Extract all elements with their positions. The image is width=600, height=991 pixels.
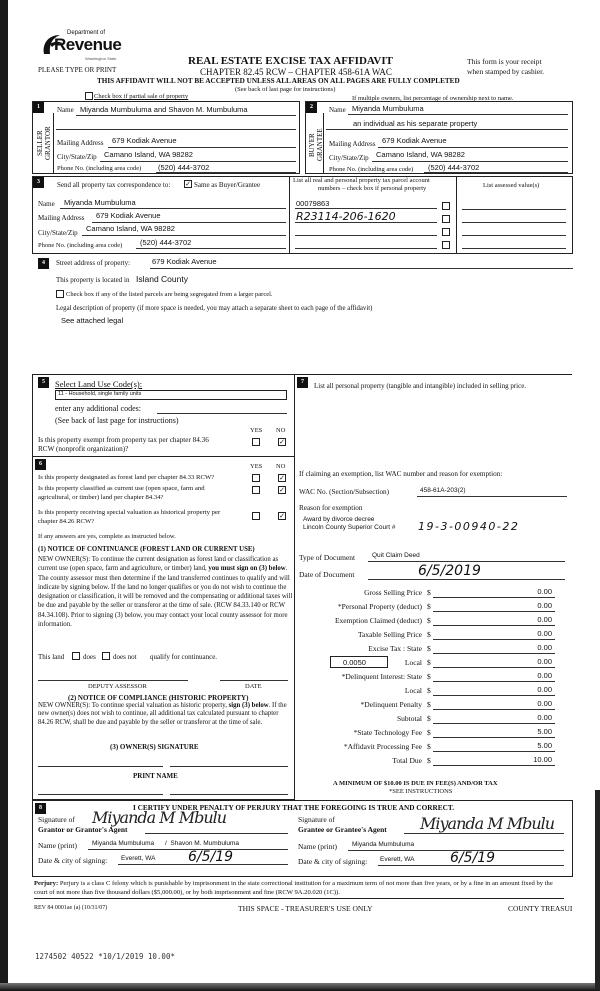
seller-side-label	[36, 118, 52, 168]
section-7-number: 7	[297, 377, 308, 388]
grantor-date-field[interactable]: 6/5/19	[188, 849, 234, 865]
parcel-line-2	[295, 222, 437, 223]
buyer-name-label: Name	[329, 106, 346, 114]
currency-symbol: $	[427, 742, 431, 751]
currency-symbol: $	[427, 700, 431, 709]
deputy-assessor-label: DEPUTY ASSESSOR	[88, 683, 147, 690]
parcels-header-2: numbers – check box if personal property	[318, 185, 427, 192]
does-checkbox[interactable]	[72, 652, 80, 660]
currency-symbol: $	[427, 588, 431, 597]
doc-type-field[interactable]: Quit Claim Deed	[372, 552, 420, 559]
street-address-line	[150, 268, 573, 269]
taxable-selling-price-label: Taxable Selling Price	[357, 630, 422, 639]
buyer-city-label: City/State/Zip	[329, 154, 369, 162]
located-in-field[interactable]: Island County	[136, 274, 188, 284]
reason-line-2[interactable]: Lincoln County Superior Court #	[303, 524, 396, 531]
corr-name-label: Name	[38, 200, 55, 208]
seller-phone-label: Phone No. (including area code)	[57, 165, 142, 172]
currency-symbol: $	[427, 616, 431, 625]
legal-description-field[interactable]: See attached legal	[61, 316, 124, 325]
corr-name-line	[60, 208, 286, 209]
notice-1-bold: you must sign on (3) below	[208, 565, 286, 573]
grantor-signature-label-2: Grantor or Grantor's Agent	[38, 825, 128, 834]
parcel-line-1	[295, 208, 437, 209]
print-name-label: PRINT NAME	[133, 772, 178, 780]
notice-1-text-b: . The county assessor must then determine if the land transferred continues to qualify and will indicate by signing below. If the land no longer qualifies or you do not wish to continue the designation or classification, it will be removed and the compensating or additional taxes will be due and payable by the seller or transferor at the time of sale. (RCW 84.33.140 or RCW 84.34.108). Prior to signing (3) below, you may contact your local county assessor for more information.	[38, 565, 293, 629]
section-1-number: 1	[33, 102, 44, 113]
buyer-address-line	[378, 147, 568, 148]
notice-1-title: (1) NOTICE OF CONTINUANCE (FOREST LAND OR CURRENT USE)	[38, 546, 255, 553]
does-label: does	[83, 653, 96, 661]
legal-description-label: Legal description of property (if more space is needed, you may attach a separate sheet to each page of the affidavit)	[56, 305, 373, 312]
forest-question: Is this property designated as forest land per chapter 84.33 RCW?	[38, 474, 215, 481]
instructions-note: (See back of last page for instructions)	[235, 86, 336, 93]
grantee-name-label: Name (print)	[298, 842, 337, 851]
currency-symbol: $	[427, 602, 431, 611]
county-treasurer-label: COUNTY TREASUI	[508, 904, 573, 913]
gross-selling-price-label: Gross Selling Price	[364, 588, 422, 597]
current-use-no-checkbox[interactable]: ✓	[279, 486, 285, 494]
parcels-header-1: List all real and personal property tax parcel account	[293, 177, 430, 184]
doc-date-field[interactable]: 6/5/2019	[418, 563, 481, 579]
section-3-divider-2	[456, 176, 457, 254]
grantor-label: GRANTOR	[44, 126, 52, 160]
grantor-signature[interactable]: Miyanda M Mbulu	[92, 808, 227, 827]
currency-symbol: $	[427, 644, 431, 653]
seller-address-label: Mailing Address	[57, 139, 104, 147]
delinquent-interest-local-label: Local	[404, 686, 422, 695]
certify-statement: I CERTIFY UNDER PENALTY OF PERJURY THAT THE FOREGOING IS TRUE AND CORRECT.	[133, 803, 455, 812]
excise-tax-local-field[interactable]: 0.00	[537, 657, 552, 666]
grantee-label: GRANTEE	[316, 128, 324, 162]
buyer-label: BUYER	[308, 133, 316, 157]
sec6-no-header: NO	[276, 463, 286, 470]
print-name-line-right[interactable]	[170, 794, 288, 795]
owner-signature-line-right[interactable]	[170, 766, 288, 767]
notice-1-text-a: NEW OWNER(S): To continue the current designation as forest land or classification as current use (open space, farm and agriculture, or timber) land,	[38, 556, 279, 573]
wac-line	[417, 496, 567, 497]
current-use-yes-checkbox[interactable]	[252, 486, 260, 494]
affidavit-processing-fee-field[interactable]: 5.00	[537, 741, 552, 750]
partial-sale-checkbox[interactable]	[85, 92, 93, 100]
total-due-field[interactable]: 10.00	[533, 755, 552, 764]
grantee-signature-line	[404, 833, 564, 834]
please-type-text: PLEASE TYPE OR PRINT	[38, 66, 117, 74]
notice-2-text-a: NEW OWNER(S): To continue special valuation as historic property,	[38, 702, 229, 709]
grantor-name-field[interactable]: Miyanda Mumbuluma / Shavon M. Mumbuluma	[92, 840, 240, 847]
assessed-line-3	[462, 235, 566, 236]
total-due-label: Total Due	[392, 756, 422, 765]
deputy-assessor-line[interactable]	[38, 680, 188, 681]
currency-symbol: $	[427, 686, 431, 695]
street-address-label: Street address of property:	[56, 259, 131, 267]
same-as-buyer-label: Same as Buyer/Grantee	[194, 181, 261, 189]
seller-city-label: City/State/Zip	[57, 153, 97, 161]
notice-2-bold: sign (3) below	[228, 702, 269, 709]
section-6-divider	[32, 456, 295, 457]
sec6-yes-header: YES	[250, 463, 263, 470]
corr-address-line	[92, 222, 286, 223]
corr-name-field[interactable]: Miyanda Mumbuluma	[64, 198, 136, 207]
does-not-checkbox[interactable]	[102, 652, 110, 660]
buyer-address-label: Mailing Address	[329, 140, 376, 148]
seller-city-field[interactable]: Camano Island, WA 98282	[104, 150, 193, 159]
scan-edge-right	[595, 790, 600, 990]
buyer-phone-label: Phone No. (including area code)	[329, 166, 414, 173]
corr-address-label: Mailing Address	[38, 214, 85, 222]
assessor-date-label: DATE	[245, 683, 262, 690]
print-name-line-left[interactable]	[38, 794, 163, 795]
treasurer-stamp: 1274502 40522 *10/1/2019 10.00*	[35, 952, 175, 961]
buyer-city-field[interactable]: Camano Island, WA 98282	[376, 150, 465, 159]
segregated-label: Check box if any of the listed parcels are being segregated from a larger parcel.	[66, 291, 273, 298]
parcel-personal-checkbox-1[interactable]	[442, 202, 450, 210]
exempt-no-checkbox[interactable]: ✓	[279, 438, 285, 446]
state-technology-fee-field[interactable]: 5.00	[537, 727, 552, 736]
parcel-personal-checkbox-3[interactable]	[442, 228, 450, 236]
assessed-line-2	[462, 222, 566, 223]
grantor-city-field[interactable]: Everett, WA	[121, 855, 156, 862]
currency-symbol: $	[427, 756, 431, 765]
notice-2-text-b: . If the new owner(s) does not wish to continue, all additional tax calculated pursuant to chapter 84.26 RCW, shall be due and payable by the seller or transferor at the time of sale.	[38, 702, 287, 726]
currency-symbol: $	[427, 672, 431, 681]
currency-symbol: $	[427, 630, 431, 639]
seller-label: SELLER	[36, 130, 44, 156]
corr-phone-label: Phone No. (including area code)	[38, 242, 123, 249]
currency-symbol: $	[427, 728, 431, 737]
seller-name-line-2	[56, 129, 296, 130]
parcel-line-4	[295, 248, 437, 249]
corr-city-field[interactable]: Camano Island, WA 98282	[86, 224, 175, 233]
land-use-label: Select Land Use Code(s):	[55, 379, 143, 389]
segregated-checkbox[interactable]	[56, 290, 64, 298]
land-use-instructions: (See back of last page for instructions)	[55, 416, 179, 425]
buyer-name-line-2	[326, 129, 568, 130]
parcel-line-3	[295, 235, 437, 236]
receipt-note-1: This form is your receipt	[467, 57, 542, 66]
excise-tax-state-label: Excise Tax : State	[368, 644, 422, 653]
grantor-name-label: Name (print)	[38, 841, 77, 850]
receipt-note-2: when stamped by cashier.	[467, 67, 545, 76]
grantee-signature-label-1: Signature of	[298, 815, 335, 824]
forest-no-checkbox[interactable]: ✓	[279, 474, 285, 482]
exemption-label: If claiming an exemption, list WAC number and reason for exemption:	[299, 470, 503, 478]
treasurer-use-label: THIS SPACE - TREASURER'S USE ONLY	[238, 904, 373, 913]
seller-phone-field[interactable]: (520) 444-3702	[158, 163, 210, 172]
seller-phone-line	[156, 172, 296, 173]
delinquent-interest-local-field[interactable]: 0.00	[537, 685, 552, 694]
minimum-due-note: A MINIMUM OF $10.00 IS DUE IN FEE(S) AND/OR TAX	[333, 780, 498, 787]
partial-sale-label: Check box if partial sale of property	[94, 93, 189, 100]
buyer-name-line	[348, 114, 568, 115]
owner-signature-label: (3) OWNER(S) SIGNATURE	[110, 743, 199, 751]
scan-edge-left	[0, 0, 8, 991]
grantor-signature-label-1: Signature of	[38, 815, 75, 824]
exempt-question: Is this property exempt from property tax per chapter 84.36 RCW (nonprofit organization)?	[38, 436, 209, 453]
doc-type-label: Type of Document	[299, 553, 356, 562]
grantee-name-field[interactable]: Miyanda Mumbuluma	[352, 841, 415, 848]
section-3-divider-1	[289, 176, 290, 254]
doc-date-label: Date of Document	[299, 570, 355, 579]
historic-no-checkbox[interactable]: ✓	[279, 512, 285, 520]
exemption-claimed-field[interactable]: 0.00	[537, 615, 552, 624]
grantee-city-field[interactable]: Everett, WA	[380, 856, 415, 863]
see-instructions-note: *SEE INSTRUCTIONS	[389, 788, 453, 795]
parcel-number-2[interactable]: R23114-206-1620	[296, 210, 396, 223]
this-land-label: This land	[38, 653, 65, 661]
corr-phone-line	[136, 248, 286, 249]
current-use-question: Is this property classified as current use (open space, farm and agricultural, or timber) land per chapter 84.34?	[38, 485, 205, 501]
exempt-yes-checkbox[interactable]	[252, 438, 260, 446]
grantee-date-label: Date & city of signing:	[298, 857, 368, 866]
buyer-phone-field[interactable]: (520) 444-3702	[428, 163, 480, 172]
section-4-number: 4	[38, 258, 49, 269]
doc-date-line	[368, 579, 565, 580]
exemption-claimed-label: Exemption Claimed (deduct)	[334, 616, 422, 625]
subtotal-label: Subtotal	[396, 714, 422, 723]
historic-question: Is this property receiving special valuation as historical property per chapter 84.26 RCW?	[38, 509, 221, 525]
grantee-signature[interactable]: Miyanda M Mbulu	[420, 814, 555, 833]
warning-text: THIS AFFIDAVIT WILL NOT BE ACCEPTED UNLESS ALL AREAS ON ALL PAGES ARE FULLY COMPLETED	[97, 77, 460, 85]
excise-tax-local-label: Local	[404, 658, 422, 667]
revenue-logo	[40, 30, 125, 66]
rev-number: REV 84 0001ae (a) (10/31/07)	[34, 905, 108, 911]
section-6-number: 6	[35, 459, 46, 470]
qualify-label: qualify for continuance.	[150, 653, 218, 661]
taxable-selling-price-field[interactable]: 0.00	[537, 629, 552, 638]
street-address-field[interactable]: 679 Kodiak Avenue	[152, 257, 217, 266]
additional-codes-line[interactable]	[157, 413, 287, 414]
logo-sub-text: Washington State	[85, 56, 117, 61]
personal-property-label: List all personal property (tangible and intangible) included in selling price.	[314, 382, 527, 390]
seller-name-label: Name	[57, 106, 74, 114]
delinquent-penalty-label: *Delinquent Penalty	[360, 700, 422, 709]
sec5-no-header: NO	[276, 427, 286, 434]
logo-main-text: Revenue	[54, 35, 122, 54]
notice-2-title: (2) NOTICE OF COMPLIANCE (HISTORIC PROPERTY)	[68, 694, 249, 702]
grantor-signature-line	[145, 833, 288, 834]
seller-city-line	[100, 161, 296, 162]
buyer-address-field[interactable]: 679 Kodiak Avenue	[382, 136, 447, 145]
section-2-number: 2	[306, 102, 317, 113]
currency-symbol: $	[427, 658, 431, 667]
parcel-personal-checkbox-2[interactable]	[442, 215, 450, 223]
notice-1-text	[38, 555, 293, 629]
assessed-line-4	[462, 248, 566, 249]
seller-name-field[interactable]: Miyanda Mumbuluma and Shavon M. Mumbuluma	[80, 105, 248, 114]
send-correspondence-label: Send all property tax correspondence to:	[57, 181, 171, 189]
perjury-text: Perjury is a class C felony which is punishable by imprisonment in the state correctional institution for a maximum term of not more than five years, or by a fine in an amount fixed by the court of not more than five thousand dollars ($5,000.00), or by both imprisonment and fine (RCW 9A.20.020 (1C)).	[34, 880, 553, 896]
personal-property-deduct-field[interactable]: 0.00	[537, 601, 552, 610]
reason-line-1[interactable]: Award by divorce decree	[303, 516, 375, 523]
assessed-line-1	[462, 209, 566, 210]
delinquent-interest-state-label: *Delinquent Interest: State	[341, 672, 422, 681]
scan-edge-bottom	[0, 983, 600, 991]
forest-yes-checkbox[interactable]	[252, 474, 260, 482]
buyer-city-line	[372, 161, 568, 162]
section-5-number: 5	[38, 377, 49, 388]
wac-field[interactable]: 458-61A-203(2)	[420, 487, 466, 494]
assessed-header: List assessed value(s)	[483, 182, 540, 189]
reason-label: Reason for exemption	[299, 504, 363, 512]
seller-address-line	[108, 147, 296, 148]
seller-address-field[interactable]: 679 Kodiak Avenue	[112, 136, 177, 145]
gross-selling-price-field[interactable]: 0.00	[537, 587, 552, 596]
corr-address-field[interactable]: 679 Kodiak Avenue	[96, 211, 161, 220]
historic-yes-checkbox[interactable]	[252, 512, 260, 520]
wac-label: WAC No. (Section/Subsection)	[299, 488, 390, 496]
delinquent-interest-state-field[interactable]: 0.00	[537, 671, 552, 680]
located-in-label: This property is located in	[56, 276, 130, 284]
perjury-notice	[34, 879, 564, 899]
delinquent-penalty-field[interactable]: 0.00	[537, 699, 552, 708]
form-subtitle: CHAPTER 82.45 RCW – CHAPTER 458-61A WAC	[200, 67, 392, 77]
perjury-bold: Perjury:	[34, 880, 59, 887]
notice-2-text	[38, 702, 290, 727]
buyer-name-field[interactable]: Miyanda Mumbuluma	[352, 104, 424, 113]
state-technology-fee-label: *State Technology Fee	[353, 728, 422, 737]
grantee-date-field[interactable]: 6/5/19	[450, 850, 496, 866]
court-number-field[interactable]: 19-3-00940-22	[418, 520, 520, 533]
personal-property-deduct-label: *Personal Property (deduct)	[337, 602, 422, 611]
grantee-signature-label-2: Grantee or Grantee's Agent	[298, 825, 387, 834]
buyer-name-field-2[interactable]: an individual as his separate property	[353, 119, 478, 128]
same-as-buyer-checkbox[interactable]: ✓	[185, 180, 191, 188]
form-title: REAL ESTATE EXCISE TAX AFFIDAVIT	[188, 55, 393, 67]
excise-tax-state-field[interactable]: 0.00	[537, 643, 552, 652]
owner-signature-line-left[interactable]	[38, 766, 163, 767]
section-3-number: 3	[33, 177, 44, 188]
seller-name-line	[76, 115, 296, 116]
if-yes-note: If any answers are yes, complete as instructed below.	[38, 533, 176, 540]
affidavit-processing-fee-label: *Affidavit Processing Fee	[343, 742, 422, 751]
buyer-phone-line	[424, 172, 568, 173]
land-use-value: 11 - Household, single family units	[58, 391, 142, 397]
parcel-number-1[interactable]: 00079863	[296, 199, 330, 208]
doc-type-line	[368, 561, 565, 562]
grantor-date-label: Date & city of signing:	[38, 856, 108, 865]
sec5-yes-header: YES	[250, 427, 263, 434]
logo-top-text: Department of	[67, 30, 106, 36]
subtotal-field[interactable]: 0.00	[537, 713, 552, 722]
additional-codes-label: enter any additional codes:	[55, 404, 141, 413]
local-rate-value: 0.0050	[343, 658, 366, 667]
parcel-personal-checkbox-4[interactable]	[442, 241, 450, 249]
corr-phone-field[interactable]: (520) 444-3702	[140, 238, 192, 247]
section-8-number: 8	[35, 803, 46, 814]
corr-city-label: City/State/Zip	[38, 229, 78, 237]
does-not-label: does not	[113, 653, 137, 661]
buyer-side-label	[308, 120, 324, 170]
multiple-owners-note: If multiple owners, list percentage of ownership next to name.	[352, 95, 514, 102]
corr-city-line	[82, 235, 286, 236]
currency-symbol: $	[427, 714, 431, 723]
